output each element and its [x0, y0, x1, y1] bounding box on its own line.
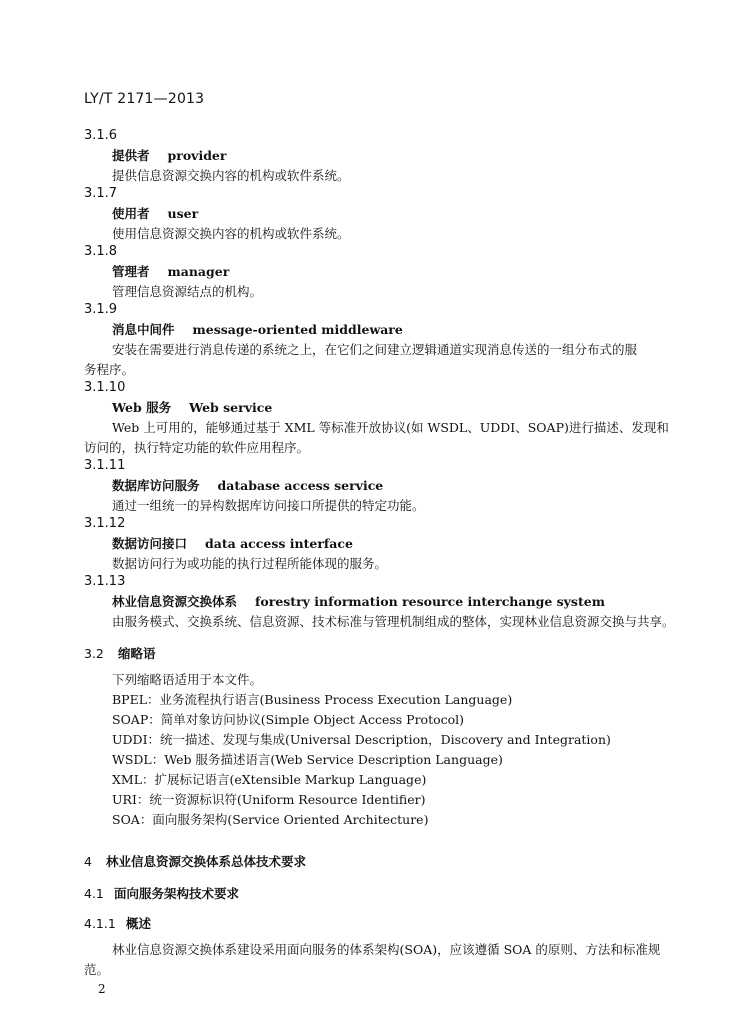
section-title: 林业信息资源交换体系总体技术要求: [106, 854, 307, 869]
term-3-1-8: [84, 242, 694, 302]
abbreviation-item: XML：扩展标记语言(eXtensible Markup Language): [112, 772, 427, 787]
term-zh: 数据访问接口: [112, 536, 188, 551]
term-definition: 提供信息资源交换内容的机构或软件系统。: [112, 168, 350, 183]
term-heading: [84, 534, 694, 554]
section-3-2-heading: [84, 644, 156, 662]
section-4-1-1-heading: [84, 914, 151, 932]
term-zh: 管理者: [112, 264, 150, 279]
term-en: forestry information resource interchange system: [255, 594, 605, 609]
term-heading: [84, 204, 694, 224]
standard-number: LY/T 2171—2013: [84, 91, 205, 107]
section-4-1-1-paragraph: 林业信息资源交换体系建设采用面向服务的体系架构(SOA)，应该遵循 SOA 的原则、方法和标准规范。: [84, 942, 661, 977]
term-3-1-6: [84, 126, 694, 186]
term-definition: Web 上可用的，能够通过基于 XML 等标准开放协议(如 WSDL、UDDI、SOAP)进行描述、发现和: [112, 420, 669, 435]
abbreviation-item: SOAP：简单对象访问协议(Simple Object Access Protocol): [112, 712, 465, 727]
term-definition: 安装在需要进行消息传递的系统之上，在它们之间建立逻辑通道实现消息传送的一组分布式的服: [112, 342, 638, 357]
term-definition-cont: 访问的，执行特定功能的软件应用程序。: [84, 440, 310, 455]
term-zh: 提供者: [112, 148, 150, 163]
term-zh: 数据库访问服务: [112, 478, 200, 493]
term-number: 3.1.7: [84, 186, 118, 201]
term-number: 3.1.10: [84, 380, 126, 395]
section-number: 4: [84, 854, 92, 869]
term-en: message-oriented middleware: [192, 322, 403, 337]
term-number: 3.1.12: [84, 516, 126, 531]
abbreviation-list: [112, 670, 672, 830]
abbreviation-intro: 下列缩略语适用于本文件。: [112, 672, 263, 687]
term-heading: [84, 262, 694, 282]
term-number: 3.1.11: [84, 458, 126, 473]
abbreviation-item: WSDL：Web 服务描述语言(Web Service Description Language): [112, 752, 503, 767]
abbreviation-item: UDDI：统一描述、发现与集成(Universal Description，Discovery and Integration): [112, 732, 611, 747]
abbreviation-item: SOA：面向服务架构(Service Oriented Architecture): [112, 812, 429, 827]
abbreviation-item: URI：统一资源标识符(Uniform Resource Identifier): [112, 792, 426, 807]
section-title: 概述: [126, 916, 152, 931]
section-title: 缩略语: [118, 646, 156, 661]
term-3-1-11: [84, 456, 694, 516]
term-number: 3.1.8: [84, 244, 118, 259]
term-definition-cont: 务程序。: [84, 362, 135, 377]
abbreviation-item: BPEL：业务流程执行语言(Business Process Execution Language): [112, 692, 513, 707]
term-en: database access service: [217, 478, 384, 493]
term-heading: [84, 592, 694, 612]
term-definition: 通过一组统一的异构数据库访问接口所提供的特定功能。: [112, 498, 425, 513]
section-number: 3.2: [84, 646, 104, 661]
section-number: 4.1.1: [84, 916, 116, 931]
section-4-1-heading: [84, 884, 239, 902]
term-3-1-7: [84, 184, 694, 244]
term-zh: Web 服务: [112, 400, 172, 415]
term-heading: [84, 476, 694, 496]
term-zh: 林业信息资源交换体系: [112, 594, 238, 609]
term-zh: 使用者: [112, 206, 150, 221]
term-en: Web service: [189, 400, 273, 415]
term-number: 3.1.13: [84, 574, 126, 589]
term-en: data access interface: [205, 536, 353, 551]
term-3-1-10: [84, 378, 694, 458]
section-title: 面向服务架构技术要求: [114, 886, 240, 901]
term-en: manager: [167, 264, 230, 279]
section-number: 4.1: [84, 886, 104, 901]
term-zh: 消息中间件: [112, 322, 175, 337]
term-en: provider: [167, 148, 227, 163]
term-heading: [84, 320, 694, 340]
term-definition: 使用信息资源交换内容的机构或软件系统。: [112, 226, 350, 241]
section-4-heading: [84, 852, 306, 870]
term-heading: [84, 146, 694, 166]
term-3-1-13: [84, 572, 694, 632]
term-en: user: [167, 206, 199, 221]
page-number: 2: [98, 982, 106, 996]
term-3-1-9: [84, 300, 694, 380]
term-definition: 管理信息资源结点的机构。: [112, 284, 263, 299]
term-definition: 数据访问行为或功能的执行过程所能体现的服务。: [112, 556, 388, 571]
term-number: 3.1.9: [84, 302, 118, 317]
term-3-1-12: [84, 514, 694, 574]
term-definition: 由服务模式、交换系统、信息资源、技术标准与管理机制组成的整体，实现林业信息资源交换与共享。: [112, 614, 675, 629]
term-heading: [84, 398, 694, 418]
term-number: 3.1.6: [84, 128, 118, 143]
